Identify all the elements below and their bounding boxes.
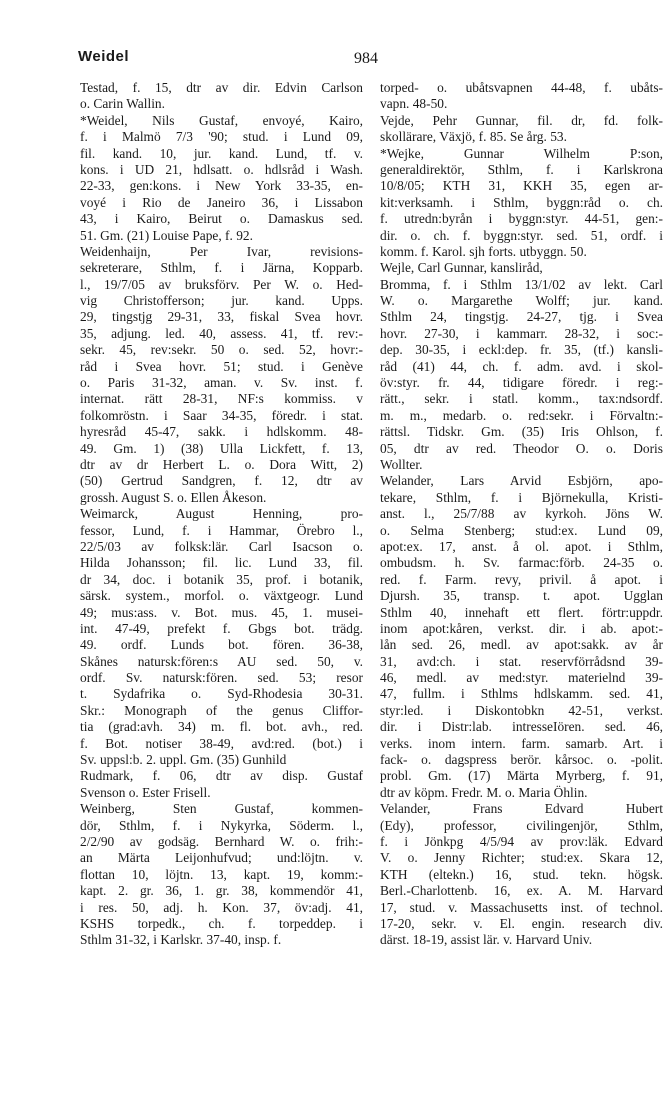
text-line: 46, medl. av med:styr. materielnd 39- — [380, 670, 663, 686]
text-line: 47, fullm. i Sthlms hdlskamm. sed. 41, — [380, 686, 663, 702]
text-line: flottan 10, löjtn. 13, kapt. 19, komm:- — [80, 866, 363, 882]
text-line: råd (41) 44, ch. f. adm. avd. i skol- — [380, 358, 663, 374]
text-line: dr 34, doc. i botanik 35, prof. i botanik, — [80, 571, 363, 587]
text-line: dtr av köpm. Fredr. M. o. Maria Öhlin. — [380, 784, 588, 800]
text-line: tekare, Sthlm, f. i Björnekulla, Kristi- — [380, 489, 663, 505]
text-line: f. Bot. notiser 38-49, avd:red. (bot.) i — [80, 735, 363, 751]
text-line: int. 47-49, prefekt f. Gbgs bot. trädg. — [80, 620, 363, 636]
text-line: V. o. Jenny Richter; stud:ex. Skara 12, — [380, 850, 663, 866]
text-line: Vejde, Pehr Gunnar, fil. dr, fd. folk- — [380, 112, 663, 128]
text-line: (Edy), professor, civilingenjör, Sthlm, — [380, 817, 663, 833]
text-line: 49; mus:ass. v. Bot. mus. 45, 1. musei- — [80, 604, 363, 620]
text-line: *Weidel, Nils Gustaf, envoyé, Kairo, — [80, 112, 363, 128]
text-line: torped- o. ubåtsvapnen 44-48, f. ubåts- — [380, 80, 663, 95]
text-line: 43, i Kairo, Beirut o. Damaskus sed. — [80, 211, 363, 227]
text-line: tia (grad:avh. 34) m. fl. bot. avh., red. — [80, 719, 363, 735]
text-line: internat. rätt 28-31, NF:s kommiss. v — [80, 391, 363, 407]
text-line: 49. Gm. 1) (38) Ulla Lickfett, f. 13, — [80, 440, 363, 456]
text-line: ombudsm. h. Sv. farmac:förb. 24-35 o. — [380, 555, 663, 571]
text-line: dir. o. ch. f. byggn:styr. sed. 51, ordf. i — [380, 227, 663, 243]
text-line: *Wejke, Gunnar Wilhelm P:son, — [380, 145, 663, 161]
text-line: probl. Gm. (17) Märta Myrberg, f. 91, — [380, 768, 663, 784]
text-line: grossh. August S. o. Ellen Åkeson. — [80, 489, 267, 505]
page-header — [78, 48, 594, 70]
text-line: 22-33, gen:kons. i New York 33-35, en- — [80, 178, 363, 194]
text-line: inom apot:kåren, verkst. dir. i ab. apot:- — [380, 620, 663, 636]
text-line: 17-20, sekr. v. El. engin. research div. — [380, 915, 663, 931]
text-line: Weidenhaijn, Per Ivar, revisions- — [80, 243, 363, 259]
text-line: kapt. 2. gr. 36, 1. gr. 38, kommendör 41, — [80, 883, 363, 899]
left-column — [80, 80, 363, 949]
text-line: skollärare, Växjö, f. 85. Se årg. 53. — [380, 129, 567, 145]
text-line: vapn. 48-50. — [380, 96, 448, 112]
text-line: fack- o. dagspress berör. kårsoc. o. -polit. — [380, 752, 663, 768]
text-line: fessor, Lund, f. i Hammar, Örebro l., — [80, 522, 363, 538]
text-line: i res. 50, adj. h. Kon. 37, öv:adj. 41, — [80, 899, 363, 915]
text-line: 2/2/90 av godsäg. Bernhard W. o. frih:- — [80, 833, 363, 849]
text-line: Sthlm 24, tingstjg. 24-27, tjg. i Svea — [380, 309, 663, 325]
text-line: 10/8/05; KTH 31, KKH 35, egen ar- — [380, 178, 663, 194]
text-line: Bromma, f. i Sthlm 13/1/02 av lekt. Carl — [380, 276, 663, 292]
text-line: f. i Jönkpg 4/5/94 av prov:läk. Edvard — [380, 833, 663, 849]
text-line: dtr av dr Herbert L. o. Dora Witt, 2) — [80, 456, 363, 472]
text-line: voyé i Rio de Janeiro 36, i Lissabon — [80, 194, 363, 210]
text-line: råd i Svea hovr. 51; stud. i Genève — [80, 358, 363, 374]
text-line: f. i Malmö 7/3 '90; stud. i Lund 09, — [80, 129, 363, 145]
text-line: styr:led. i Diskontobkn 42-51, verkst. — [380, 702, 663, 718]
text-line: 49. ordf. Lunds bot. fören. 36-38, — [80, 637, 363, 653]
page-number: 984 — [354, 50, 378, 67]
text-line: komm. f. Karol. sjh forts. utbyggn. 50. — [380, 243, 587, 259]
text-line: dep. 30-35, i eckl:dep. fr. 35, (tf.) kansli- — [380, 342, 663, 358]
text-line: l., 19/7/05 av bruksförv. Per W. o. Hed- — [80, 276, 363, 292]
text-line: Weinberg, Sten Gustaf, kommen- — [80, 801, 363, 817]
text-line: an Märta Leijonhufvud; und:löjtn. v. — [80, 850, 363, 866]
text-line: kit:verksamh. i Sthlm, byggn:råd o. ch. — [380, 194, 663, 210]
text-line: KTH (eltekn.) 16, stud. tekn. högsk. — [380, 866, 663, 882]
text-line: o. Selma Stenberg; stud:ex. Lund 09, — [380, 522, 663, 538]
text-line: 51. Gm. (21) Louise Pape, f. 92. — [80, 227, 253, 243]
text-line: Sthlm 31-32, i Karlskr. 37-40, insp. f. — [80, 932, 282, 948]
text-line: särsk. system., morfol. o. växtgeogr. Lund — [80, 588, 363, 604]
text-line: Skånes natursk:fören:s AU sed. 50, v. — [80, 653, 363, 669]
text-line: 35, adjung. led. 40, assess. 41, tf. rev:- — [80, 325, 363, 341]
text-line: o. Paris 31-32, aman. v. Sv. inst. f. — [80, 375, 363, 391]
text-line: Djursh. 35, transp. t. apot. Ugglan — [380, 588, 663, 604]
text-line: Wollter. — [380, 456, 423, 472]
text-line: o. Carin Wallin. — [80, 96, 165, 112]
text-line: fil. kand. 10, jur. kand. Lund, tf. v. — [80, 145, 363, 161]
text-line: Wejle, Carl Gunnar, kansliråd, — [380, 260, 543, 276]
text-line: dir. i Distr:lab. intresseIören. sed. 46, — [380, 719, 663, 735]
text-line: t. Sydafrika o. Syd-Rhodesia 30-31. — [80, 686, 363, 702]
text-line: 22/5/03 av folksk:lär. Carl Isacson o. — [80, 538, 363, 554]
text-line: hovr. 27-30, i kammarr. 28-32, i soc:- — [380, 325, 663, 341]
text-line: öv:styr. fr. 44, tidigare föredr. i reg:- — [380, 375, 663, 391]
text-line: Svenson o. Ester Frisell. — [80, 784, 211, 800]
text-line: generaldirektör, Sthlm, f. i Karlskrona — [380, 161, 663, 177]
text-line: rätt., sekr. i statl. komm., tax:ndsordf. — [380, 391, 663, 407]
text-line: vig Christofferson; jur. kand. Upps. — [80, 293, 363, 309]
text-line: Testad, f. 15, dtr av dir. Edvin Carlson — [80, 80, 363, 95]
text-line: Velander, Frans Edvard Hubert — [380, 801, 663, 817]
text-line: apot:ex. 17, anst. å ol. apot. i Sthlm, — [380, 538, 663, 554]
text-line: hyresråd 45-47, sakk. i hdlskomm. 48- — [80, 424, 363, 440]
running-head: Weidel — [78, 48, 130, 65]
text-line: 31, avd:ch. i stat. reservförrådsnd 39- — [380, 653, 663, 669]
text-line: folkomröstn. i Saar 34-35, föredr. i stat. — [80, 407, 363, 423]
text-line: därst. 18-19, assist lär. v. Harvard Univ. — [380, 932, 593, 948]
text-line: m. m., medarb. o. red:sekr. i Förvaltn:- — [380, 407, 663, 423]
text-line: 17, stud. v. Massachusetts inst. of technol. — [380, 899, 663, 915]
text-line: verks. inom intern. farm. samarb. Art. i — [380, 735, 663, 751]
text-line: KSHS torpedk., ch. f. torpeddep. i — [80, 915, 363, 931]
text-line: Skr.: Monograph of the genus Cliffor- — [80, 702, 363, 718]
text-line: kons. i UD 21, hdlsatt. o. hdlsråd i Wash. — [80, 161, 363, 177]
text-line: dör, Sthlm, f. i Nykyrka, Söderm. l., — [80, 817, 363, 833]
text-line: (50) Gertrud Sandgren, f. 12, dtr av — [80, 473, 363, 489]
text-line: 29, tingstjg 29-31, 33, fiskal Svea hovr. — [80, 309, 363, 325]
text-line: anst. l., 25/7/88 av kyrkoh. Jöns W. — [380, 506, 663, 522]
text-line: f. utredn:byrån i byggn:styr. 44-51, gen:- — [380, 211, 663, 227]
text-line: Sthlm 40, innehaft ett flert. förtr:uppdr. — [380, 604, 663, 620]
text-line: W. o. Margarethe Wolff; jur. kand. — [380, 293, 663, 309]
text-line: rättsl. Tidskr. Gm. (35) Iris Ohlson, f. — [380, 424, 663, 440]
text-line: Welander, Lars Arvid Esbjörn, apo- — [380, 473, 663, 489]
text-line: Sv. uppsl:b. 2. uppl. Gm. (35) Gunhild — [80, 752, 287, 768]
text-line: Berl.-Charlottenb. 16, ex. A. M. Harvard — [380, 883, 663, 899]
text-line: 05, dtr av red. Theodor O. o. Doris — [380, 440, 663, 456]
text-line: lån sed. 26, medl. av apot:sakk. av år — [380, 637, 663, 653]
text-line: sekr. 45, rev:sekr. 50 o. sed. 52, hovr:- — [80, 342, 363, 358]
text-line: red. f. Farm. revy, privil. å apot. i — [380, 571, 663, 587]
text-line: Hilda Johansson; fil. lic. Lund 33, fil. — [80, 555, 363, 571]
text-line: ordf. Sv. natursk:fören. sed. 53; resor — [80, 670, 363, 686]
text-line: Weimarck, August Henning, pro- — [80, 506, 363, 522]
right-column — [380, 80, 663, 949]
text-line: Rudmark, f. 06, dtr av disp. Gustaf — [80, 768, 363, 784]
text-line: sekreterare, Sthlm, f. i Järna, Kopparb. — [80, 260, 363, 276]
